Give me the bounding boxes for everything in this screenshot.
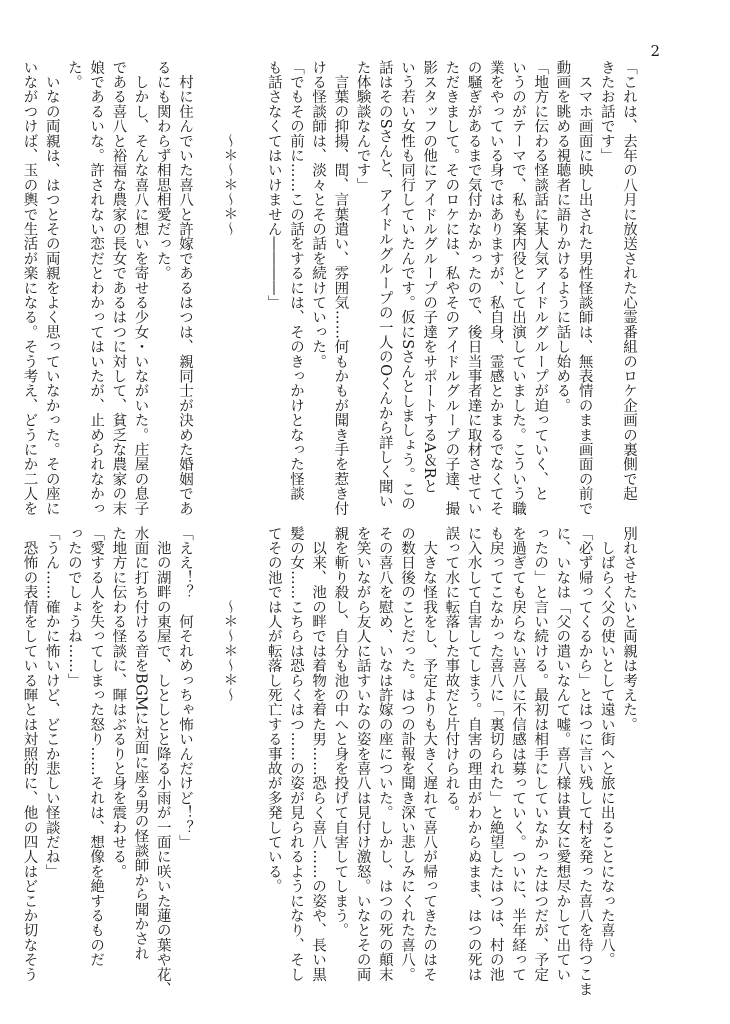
text-line: 大きな怪我をし、予定よりも大きく遅れて喜八が帰ってきたのはそ [421,526,438,982]
text-line: その喜八を慰め、いなは許嫁の座についた。しかし、はつの死の顛末 [376,526,393,982]
text-line: 言葉の抑揚、間、言葉遣い、雰囲気……何もかもが聞き手を惹き付 [332,60,349,516]
text-line: 影スタッフの他にアイドルグループの子達をサポートするA＆Rと [421,60,438,494]
blank-line [196,526,218,964]
text-line: いなの両親は、はつとその両親をよく思っていなかった。その座に [43,60,60,516]
text-line: いう若い女性も同行していたんです。仮にSさんとしましょう。この [398,60,415,512]
text-line: 以来、池の畔では着物を着た男……恐らく喜八……の姿や、長い黒 [310,526,327,982]
text-line: 娘であるいな。許されない恋だとわかってはいたが、止められなかっ [88,60,105,516]
text-line: 「愛する人を失ってしまった怒り……それは、想像を絶するものだ [88,526,105,967]
text-line: に入水して自害してしまう。自害の理由がわからぬまま、はつの死は [465,526,482,982]
text-line: 別れさせたいと両親は考えた。 [621,526,637,732]
upper-text-block [21,60,640,516]
text-line: 池の湖畔の東屋で、しとしとと降る小雨が一面に咲いた蓮の葉や花、 [154,526,171,997]
text-line: 動画を眺める視聴者に語りかけるように話し始める。 [554,60,571,413]
text-line: しかし、そんな喜八に想いを寄せる少女・いながいた。庄屋の息子 [132,60,149,516]
text-line: 村に住んでいた喜八と許嫁であるはつは、親同士が決めた婚姻であ [176,60,193,516]
text-line: 水面に打ち付ける音をBGMに対面に座る男の怪談師から聞かされ [132,526,149,961]
text-line: 話はそのSさんと、アイドルグループの一人のOくんから詳しく聞い [376,60,393,509]
text-line: るにも関わらず相思相愛だった。 [154,60,171,281]
text-line: ったのでしょうね……」 [65,526,82,688]
text-line: た体験談なんです」 [354,60,371,193]
text-line: 恐怖の表情をしている暉とは対照的に、他の四人はどこか切なそう [21,526,38,982]
text-line: 業をやっている身ではありますが、私自身、霊感とかまるでなくてそ [487,60,504,516]
section-separator: ～＊～＊～＊～ [221,598,238,702]
text-line: きたお話です」 [598,60,615,163]
text-line: スマホ画面に映し出された男性怪談師は、無表情のまま画面の前で [576,60,593,516]
text-line: 髪の女……こちらは恐らくはつ……の姿が見られるようになり、そし [287,526,304,982]
text-line: た。 [65,60,82,90]
text-line: てその池では人が転落し死亡する事故が多発している。 [265,526,282,894]
text-line: 「地方に伝わる怪談話に某人気アイドルグループが迫っていく、と [532,60,549,501]
text-line: 「ええ！？ 何それめっちゃ怖いんだけど！？」 [176,526,193,850]
text-line: 誤って水に転落した事故だと片付けられる。 [443,526,460,820]
text-line: を過ぎても戻らない喜八に不信感は募っていく。ついに、半年経って [509,526,526,982]
text-line: である喜八と裕福な農家の長女であるはつに対して、貧乏な農家の末 [110,60,127,516]
text-line: の騒ぎがあるまで気付かなかったので、後日当事者達に取材させてい [465,60,482,516]
blank-line [240,526,262,964]
text-line: に、いなは「父の遣いなんて嘘。喜八様は貴女に愛想尽かして出てい [554,526,571,982]
text-line: しばらく父の使いとして遠い街へと旅に出ることになった喜八。 [598,526,615,967]
text-line: いながつけば、玉の輿で生活が楽になる。そう考え、どうにか二人を [21,60,38,516]
text-line: の数日後のことだった。はつの訃報を聞き深い悲しみにくれた喜八。 [398,526,415,982]
text-line: も話さなくてはいけません――――」 [265,60,282,310]
section-separator: ～＊～＊～＊～ [221,132,238,236]
text-line: を笑いながら友人に話すいなの姿を喜八は見付け激怒。いなとその両 [354,526,371,982]
blank-line [240,60,262,498]
text-line: ただきまして。そのロケには、私やそのアイドルグループの子達、撮 [443,60,460,516]
lower-text-block [21,526,640,997]
text-line: 「うん……確かに怖いけど、どこか悲しい怪談だね」 [43,526,60,879]
text-line: た地方に伝わる怪談に、暉はぶるりと身を震わせる。 [110,526,127,879]
text-line: 「必ず帰ってくるから」とはつに言い残して村を発った喜八を待つこま [576,526,593,997]
text-line: 「これは、去年の八月に放送された心霊番組のロケ企画の裏側で起 [621,60,637,501]
text-line: 「でもその前に……この話をするには、そのきっかけとなった怪談 [287,60,304,501]
text-line: ったの」と言い続ける。最初は相手にしていなかったはつだが、予定 [532,526,549,982]
blank-line [196,60,218,498]
text-line: 親を斬り殺し、自分も池の中へと身を投げて自害してしまう。 [332,526,349,938]
text-line: ける怪談師は、淡々とその話を続けていった。 [310,60,327,369]
text-line: いうのがテーマで、私も案内役として出演していました。こういう職 [509,60,526,516]
page-number: 2 [650,42,660,60]
text-line: も戻ってこなかった喜八に「裏切られた」と絶望したはつは、村の池 [487,526,504,982]
